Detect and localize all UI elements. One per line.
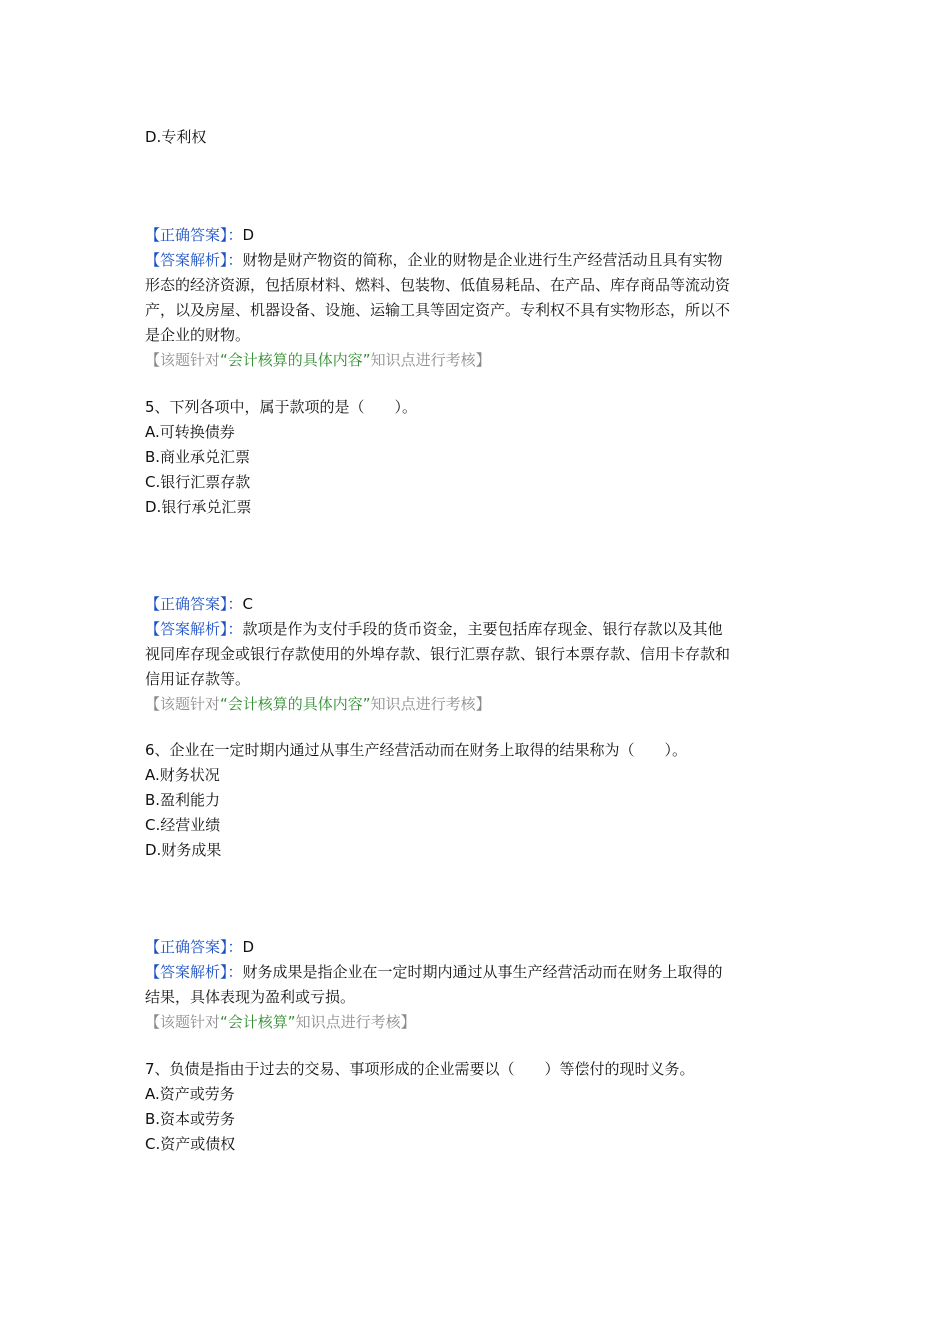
q6-option-b: B.盈利能力 (145, 791, 221, 809)
q4-option-d: D.专利权 (145, 128, 207, 146)
q5-ref-prefix: 【该题针对 (145, 695, 221, 713)
q7-stem: 7、负债是指由于过去的交易、事项形成的企业需要以（ ）等偿付的现时义务。 (145, 1060, 695, 1078)
q6-analysis-line-2: 结果，具体表现为盈利或亏损。 (145, 988, 356, 1006)
q7-option-b: B.资本或劳务 (145, 1110, 236, 1128)
q6-ref-suffix: 知识点进行考核】 (295, 1013, 416, 1031)
q4-analysis-line-4: 是企业的财物。 (145, 326, 251, 344)
q5-answer-value: C (242, 595, 253, 613)
q6-answer (145, 937, 254, 957)
q5-option-a: A.可转换债券 (145, 423, 235, 441)
q6-analysis-text-1: 财务成果是指企业在一定时期内通过从事生产经营活动而在财务上取得的 (242, 963, 723, 981)
q5-ref-suffix: 知识点进行考核】 (370, 695, 491, 713)
q5-answer-label: 【正确答案】： (145, 595, 243, 613)
q5-reference (145, 694, 491, 714)
q5-analysis-line-3: 信用证存款等。 (145, 670, 251, 688)
q7-option-c: C.资产或债权 (145, 1135, 236, 1153)
q4-analysis-line-2: 形态的经济资源，包括原材料、燃料、包装物、低值易耗品、在产品、库存商品等流动资 (145, 276, 731, 294)
q5-option-d: D.银行承兑汇票 (145, 498, 252, 516)
q6-answer-value: D (242, 938, 255, 956)
q4-analysis-line-3: 产，以及房屋、机器设备、设施、运输工具等固定资产。专利权不具有实物形态，所以不 (145, 301, 731, 319)
q4-analysis-text-1: 财物是财产物资的简称，企业的财物是企业进行生产经营活动且具有实物 (242, 251, 723, 269)
q5-option-b: B.商业承兑汇票 (145, 448, 251, 466)
q5-analysis-text-1: 款项是作为支付手段的货币资金，主要包括库存现金、银行存款以及其他 (242, 620, 723, 638)
q6-option-c: C.经营业绩 (145, 816, 221, 834)
q5-analysis-line-2: 视同库存现金或银行存款使用的外埠存款、银行汇票存款、银行本票存款、信用卡存款和 (145, 645, 731, 663)
q6-stem: 6、企业在一定时期内通过从事生产经营活动而在财务上取得的结果称为（ ）。 (145, 741, 688, 759)
q6-analysis-label: 【答案解析】： (145, 963, 243, 981)
q7-option-a: A.资产或劳务 (145, 1085, 235, 1103)
q6-ref-prefix: 【该题针对 (145, 1013, 221, 1031)
q5-option-c: C.银行汇票存款 (145, 473, 251, 491)
q6-answer-label: 【正确答案】： (145, 938, 243, 956)
q5-answer (145, 594, 253, 614)
q4-answer-label: 【正确答案】： (145, 226, 243, 244)
q6-reference (145, 1012, 416, 1032)
q4-ref-suffix: 知识点进行考核】 (370, 351, 491, 369)
q6-analysis-line-1 (145, 962, 723, 982)
q4-analysis-line-1 (145, 250, 723, 270)
q4-reference (145, 350, 491, 370)
q4-ref-topic: “会计核算的具体内容” (220, 351, 371, 369)
q4-ref-prefix: 【该题针对 (145, 351, 221, 369)
q5-stem: 5、下列各项中，属于款项的是（ ）。 (145, 398, 418, 416)
q5-analysis-line-1 (145, 619, 723, 639)
q6-ref-topic: “会计核算” (220, 1013, 296, 1031)
q4-answer-value: D (242, 226, 255, 244)
q4-analysis-label: 【答案解析】： (145, 251, 243, 269)
q6-option-d: D.财务成果 (145, 841, 222, 859)
q5-analysis-label: 【答案解析】： (145, 620, 243, 638)
q6-option-a: A.财务状况 (145, 766, 220, 784)
q4-answer (145, 225, 254, 245)
q5-ref-topic: “会计核算的具体内容” (220, 695, 371, 713)
